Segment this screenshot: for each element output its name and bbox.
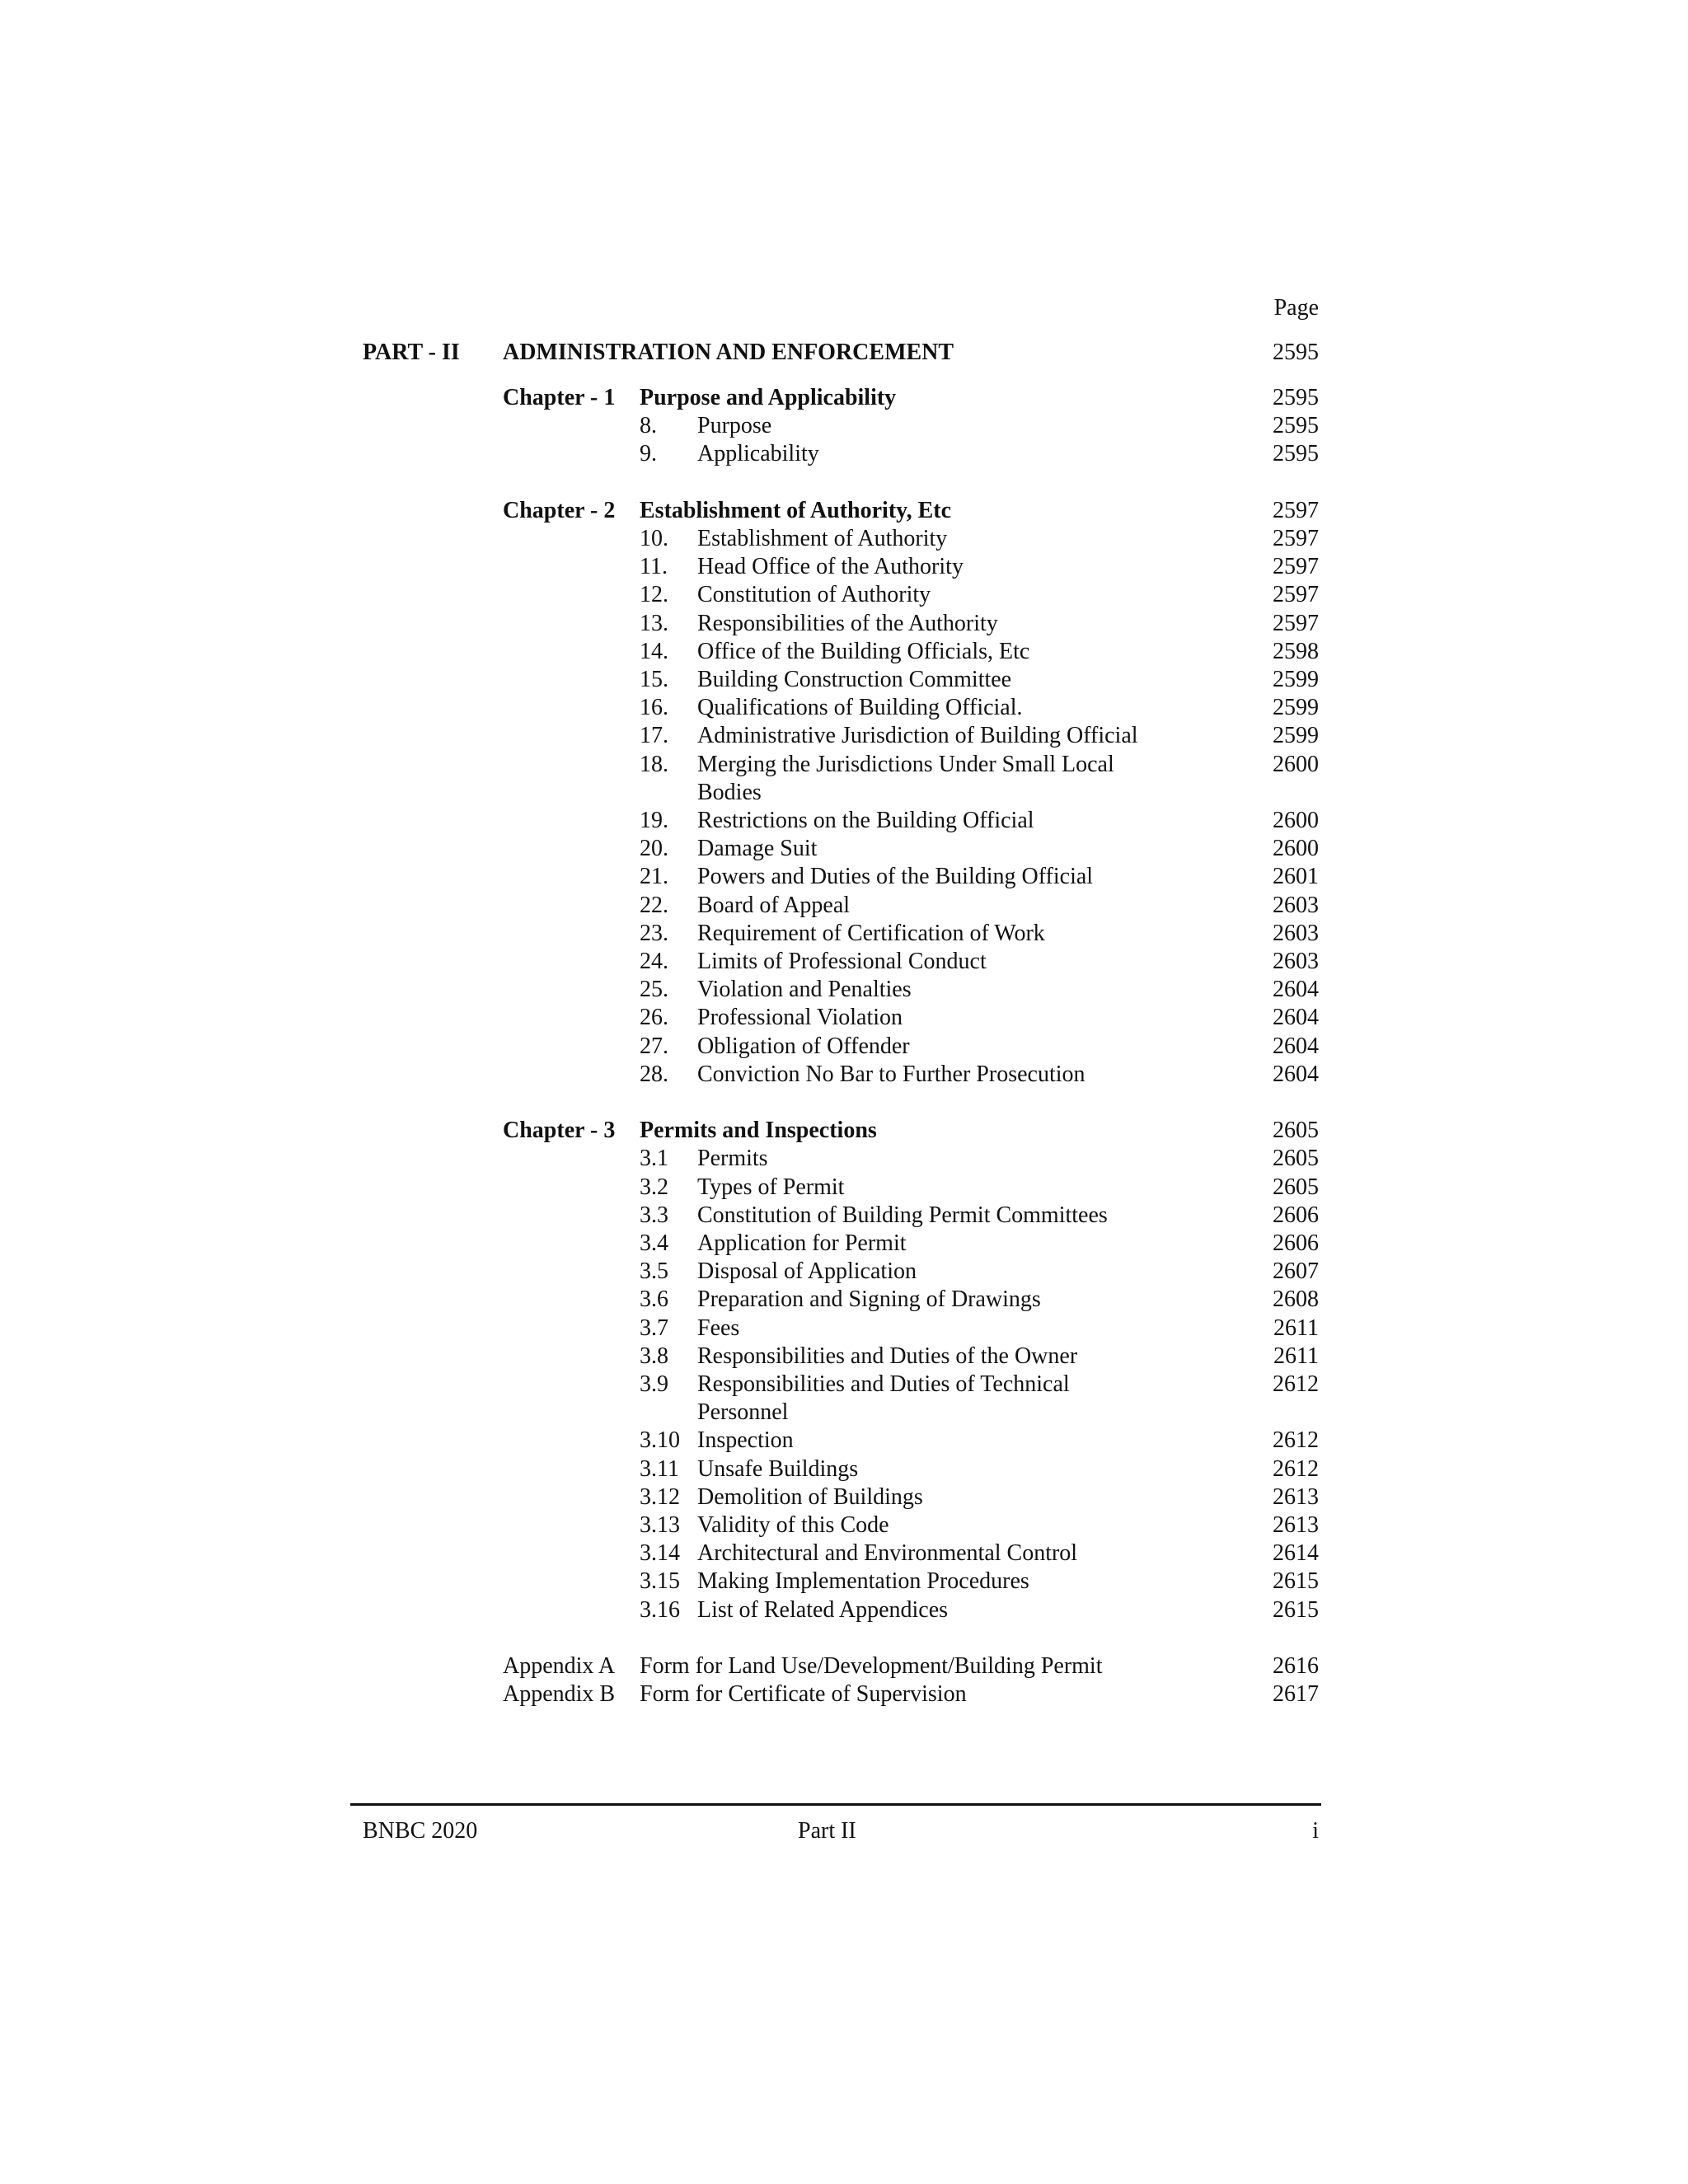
section-title: Responsibilities and Duties of the Owner	[697, 1343, 1078, 1369]
section-number: 13.	[640, 611, 668, 636]
section-number: 8.	[640, 413, 657, 438]
section-title: Preparation and Signing of Drawings	[697, 1286, 1041, 1312]
section-title: Qualifications of Building Official.	[697, 695, 1023, 720]
section-title: Responsibilities and Duties of Technical	[697, 1371, 1070, 1397]
section-number: 10.	[640, 526, 668, 551]
section-title: Requirement of Certification of Work	[697, 921, 1045, 946]
section-page: 2604	[1273, 977, 1319, 1002]
section-title: Responsibilities of the Authority	[697, 611, 998, 636]
section-number: 18.	[640, 752, 668, 777]
chapter-page: 2597	[1273, 498, 1319, 523]
section-page: 2600	[1273, 836, 1319, 861]
section-number: 3.8	[640, 1343, 668, 1369]
section-page: 2606	[1273, 1230, 1319, 1256]
section-number: 3.9	[640, 1371, 668, 1397]
section-number: 14.	[640, 639, 668, 664]
section-title: Inspection	[697, 1427, 794, 1453]
chapter-page: 2605	[1273, 1118, 1319, 1143]
section-title: Constitution of Authority	[697, 582, 931, 607]
section-page: 2598	[1273, 639, 1319, 664]
section-page: 2599	[1273, 723, 1319, 748]
section-page: 2614	[1273, 1540, 1319, 1566]
section-title-continued: Bodies	[697, 780, 762, 805]
section-title: Professional Violation	[697, 1005, 903, 1030]
section-title: Violation and Penalties	[697, 977, 912, 1002]
appendix-page: 2616	[1273, 1653, 1319, 1679]
section-number: 12.	[640, 582, 668, 607]
section-title: Damage Suit	[697, 836, 818, 861]
section-number: 17.	[640, 723, 668, 748]
section-number: 3.15	[640, 1568, 680, 1594]
part-page: 2595	[1273, 340, 1319, 365]
section-page: 2605	[1273, 1146, 1319, 1171]
section-number: 3.12	[640, 1484, 680, 1510]
appendix-title: Form for Certificate of Supervision	[640, 1681, 967, 1707]
section-title: Permits	[697, 1146, 768, 1171]
section-title: Administrative Jurisdiction of Building Official	[697, 723, 1138, 748]
section-number: 3.14	[640, 1540, 680, 1566]
chapter-label: Chapter - 1	[503, 385, 616, 410]
section-page: 2615	[1273, 1597, 1319, 1623]
section-page: 2604	[1273, 1005, 1319, 1030]
section-title: Merging the Jurisdictions Under Small Local	[697, 752, 1114, 777]
section-title: Disposal of Application	[697, 1258, 917, 1284]
section-page: 2597	[1273, 611, 1319, 636]
section-number: 24.	[640, 949, 668, 974]
section-page: 2604	[1273, 1033, 1319, 1059]
section-page: 2600	[1273, 752, 1319, 777]
section-page: 2613	[1273, 1512, 1319, 1538]
page-column-header: Page	[1273, 295, 1319, 321]
section-number: 3.3	[640, 1202, 668, 1228]
section-number: 3.2	[640, 1174, 668, 1200]
section-number: 11.	[640, 554, 668, 579]
section-title: Obligation of Offender	[697, 1033, 910, 1059]
section-page: 2607	[1273, 1258, 1319, 1284]
chapter-label: Chapter - 2	[503, 498, 616, 523]
section-title-continued: Personnel	[697, 1399, 789, 1425]
section-number: 9.	[640, 441, 657, 466]
section-title: Unsafe Buildings	[697, 1456, 859, 1482]
section-page: 2601	[1273, 864, 1319, 889]
section-number: 3.11	[640, 1456, 679, 1482]
section-page: 2612	[1273, 1456, 1319, 1482]
chapter-title: Establishment of Authority, Etc	[640, 498, 952, 523]
appendix-label: Appendix A	[503, 1653, 616, 1679]
section-number: 3.5	[640, 1258, 668, 1284]
section-number: 28.	[640, 1062, 668, 1087]
section-number: 3.1	[640, 1146, 668, 1171]
section-title: Limits of Professional Conduct	[697, 949, 987, 974]
chapter-label: Chapter - 3	[503, 1118, 616, 1143]
chapter-title: Purpose and Applicability	[640, 385, 897, 410]
section-page: 2597	[1273, 526, 1319, 551]
section-page: 2597	[1273, 554, 1319, 579]
section-number: 20.	[640, 836, 668, 861]
section-page: 2603	[1273, 893, 1319, 918]
footer-page-number: i	[1312, 1818, 1319, 1844]
section-number: 3.7	[640, 1315, 668, 1341]
appendix-page: 2617	[1273, 1681, 1319, 1707]
chapter-page: 2595	[1273, 385, 1319, 410]
section-page: 2611	[1273, 1343, 1319, 1369]
section-page: 2595	[1273, 413, 1319, 438]
section-page: 2599	[1273, 667, 1319, 692]
part-label: PART - II	[363, 340, 460, 365]
section-number: 27.	[640, 1033, 668, 1059]
section-title: Conviction No Bar to Further Prosecution	[697, 1062, 1085, 1087]
section-title: Application for Permit	[697, 1230, 907, 1256]
section-title: Head Office of the Authority	[697, 554, 964, 579]
section-number: 19.	[640, 808, 668, 833]
section-number: 3.6	[640, 1286, 668, 1312]
section-page: 2611	[1273, 1315, 1319, 1341]
part-title: ADMINISTRATION AND ENFORCEMENT	[503, 340, 954, 365]
footer-rule	[350, 1803, 1321, 1806]
section-title: Restrictions on the Building Official	[697, 808, 1034, 833]
section-number: 3.16	[640, 1597, 680, 1623]
section-title: Demolition of Buildings	[697, 1484, 923, 1510]
section-page: 2603	[1273, 921, 1319, 946]
section-title: Board of Appeal	[697, 893, 851, 918]
section-page: 2604	[1273, 1062, 1319, 1087]
section-title: Establishment of Authority	[697, 526, 948, 551]
section-page: 2606	[1273, 1202, 1319, 1228]
section-number: 3.10	[640, 1427, 680, 1453]
section-title: Fees	[697, 1315, 740, 1341]
footer-center: Part II	[798, 1818, 856, 1844]
section-title: Architectural and Environmental Control	[697, 1540, 1078, 1566]
footer-left: BNBC 2020	[363, 1818, 478, 1844]
section-page: 2608	[1273, 1286, 1319, 1312]
section-number: 25.	[640, 977, 668, 1002]
section-title: List of Related Appendices	[697, 1597, 949, 1623]
section-title: Validity of this Code	[697, 1512, 889, 1538]
section-number: 22.	[640, 893, 668, 918]
section-title: Constitution of Building Permit Committees	[697, 1202, 1108, 1228]
section-number: 23.	[640, 921, 668, 946]
section-title: Applicability	[697, 441, 819, 466]
section-page: 2595	[1273, 441, 1319, 466]
section-number: 15.	[640, 667, 668, 692]
chapter-title: Permits and Inspections	[640, 1118, 877, 1143]
section-page: 2603	[1273, 949, 1319, 974]
section-page: 2615	[1273, 1568, 1319, 1594]
section-page: 2612	[1273, 1427, 1319, 1453]
section-page: 2600	[1273, 808, 1319, 833]
section-number: 26.	[640, 1005, 668, 1030]
appendix-title: Form for Land Use/Development/Building Permit	[640, 1653, 1103, 1679]
section-number: 16.	[640, 695, 668, 720]
section-number: 21.	[640, 864, 668, 889]
section-title: Types of Permit	[697, 1174, 845, 1200]
section-page: 2599	[1273, 695, 1319, 720]
section-title: Office of the Building Officials, Etc	[697, 639, 1030, 664]
appendix-label: Appendix B	[503, 1681, 616, 1707]
section-page: 2612	[1273, 1371, 1319, 1397]
section-page: 2613	[1273, 1484, 1319, 1510]
section-page: 2597	[1273, 582, 1319, 607]
section-number: 3.13	[640, 1512, 680, 1538]
section-page: 2605	[1273, 1174, 1319, 1200]
section-title: Making Implementation Procedures	[697, 1568, 1029, 1594]
section-title: Powers and Duties of the Building Official	[697, 864, 1094, 889]
section-number: 3.4	[640, 1230, 668, 1256]
section-title: Building Construction Committee	[697, 667, 1012, 692]
section-title: Purpose	[697, 413, 772, 438]
